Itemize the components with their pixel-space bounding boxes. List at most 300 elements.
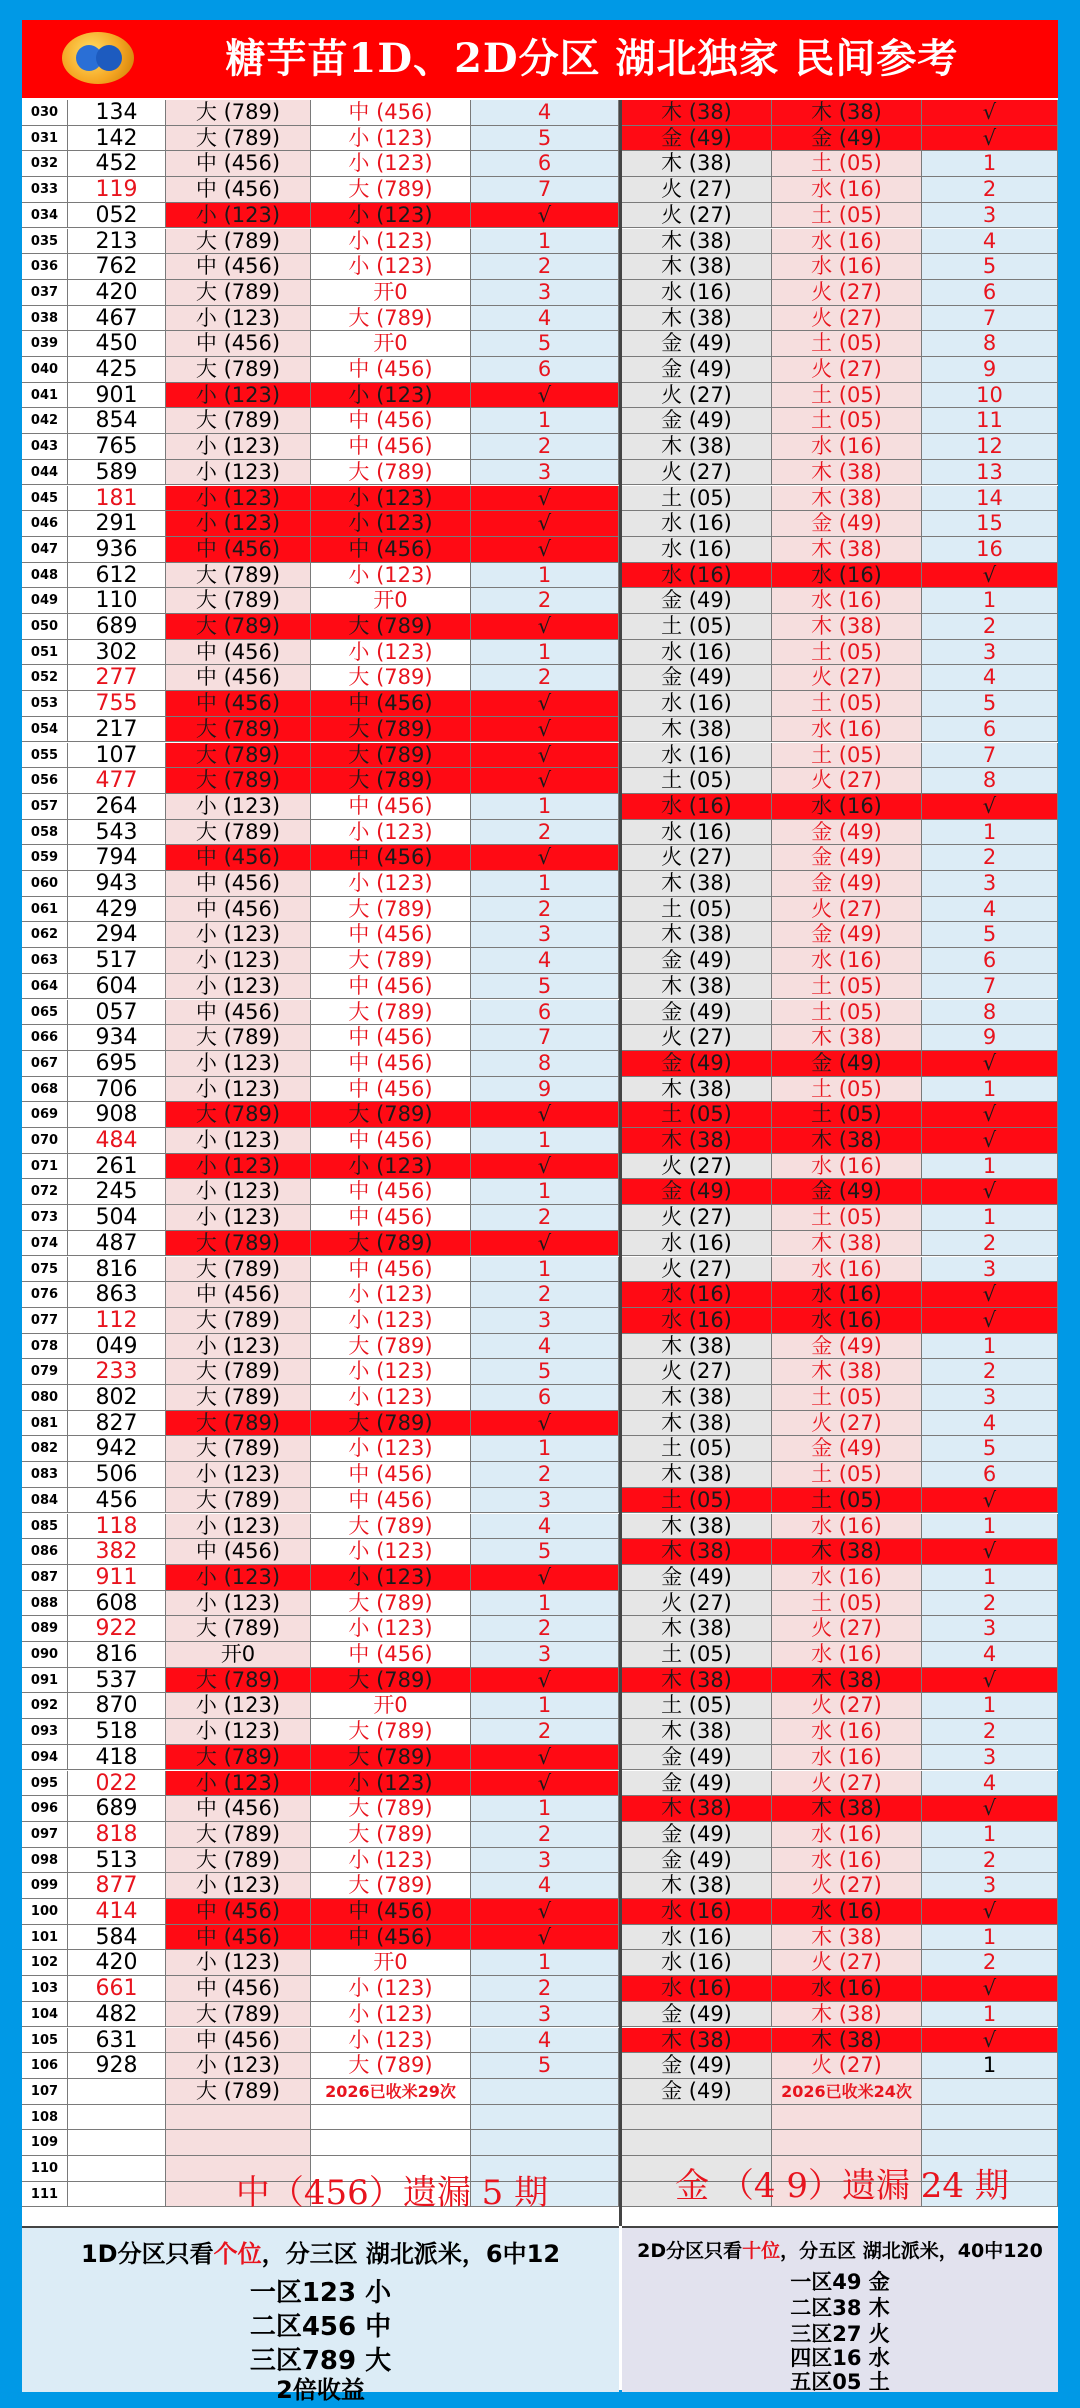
miss-right: 金 （4 9）遗漏 24 期	[675, 2166, 1009, 2206]
d2-pick: 2026已收米24次	[772, 2079, 922, 2105]
d1-digit-zone: 大 (789)	[166, 2079, 311, 2105]
issue-number: 103	[22, 1976, 68, 2002]
d1-pick: 大 (789)	[311, 460, 471, 486]
d2-result: 5	[922, 254, 1058, 280]
d2-result: 1	[922, 1925, 1058, 1951]
d1-result: 2	[471, 1616, 619, 1642]
d2-digit-zone: 金 (49)	[622, 2002, 772, 2028]
draw-number: 901	[68, 383, 166, 409]
table-row	[22, 717, 1058, 743]
d1-digit-zone: 大 (789)	[166, 1411, 311, 1437]
table-row	[22, 845, 1058, 871]
d1-pick: 小 (123)	[311, 2028, 471, 2054]
d2-result	[922, 2130, 1058, 2156]
table-row	[22, 1616, 1058, 1642]
draw-number: 854	[68, 408, 166, 434]
d1-digit-zone: 小 (123)	[166, 1179, 311, 1205]
draw-number: 943	[68, 871, 166, 897]
d1-pick: 小 (123)	[311, 1565, 471, 1591]
draw-number: 518	[68, 1719, 166, 1745]
d2-pick: 水 (16)	[772, 254, 922, 280]
draw-number: 816	[68, 1257, 166, 1283]
d2-result: 15	[922, 511, 1058, 537]
d1-digit-zone: 小 (123)	[166, 1051, 311, 1077]
d1-digit-zone: 大 (789)	[166, 1668, 311, 1694]
draw-number: 450	[68, 331, 166, 357]
d1-digit-zone: 小 (123)	[166, 1205, 311, 1231]
d1-pick: 小 (123)	[311, 1308, 471, 1334]
d2-digit-zone: 金 (49)	[622, 2079, 772, 2105]
d2-pick: 木 (38)	[772, 2002, 922, 2028]
d2-pick: 金 (49)	[772, 820, 922, 846]
d1-digit-zone: 大 (789)	[166, 1745, 311, 1771]
d2-digit-zone: 木 (38)	[622, 100, 772, 126]
issue-number: 073	[22, 1205, 68, 1231]
d2-pick: 火 (27)	[772, 768, 922, 794]
d2-pick: 土 (05)	[772, 1462, 922, 1488]
d2-pick: 金 (49)	[772, 922, 922, 948]
draw-number: 213	[68, 229, 166, 255]
d1-digit-zone: 中 (456)	[166, 665, 311, 691]
issue-number: 075	[22, 1257, 68, 1283]
d2-digit-zone: 金 (49)	[622, 357, 772, 383]
d2-pick: 水 (16)	[772, 1719, 922, 1745]
table-row	[22, 1539, 1058, 1565]
d2-digit-zone: 金 (49)	[622, 1745, 772, 1771]
d2-pick: 水 (16)	[772, 1565, 922, 1591]
d2-pick: 土 (05)	[772, 408, 922, 434]
table-row	[22, 1642, 1058, 1668]
d2-digit-zone: 木 (38)	[622, 717, 772, 743]
d2-digit-zone: 火 (27)	[622, 1025, 772, 1051]
zone-2: 二区456 中	[249, 2312, 392, 2342]
d2-pick: 金 (49)	[772, 1436, 922, 1462]
d2-result: √	[922, 1179, 1058, 1205]
d2-pick: 水 (16)	[772, 563, 922, 589]
draw-number: 052	[68, 203, 166, 229]
issue-number: 055	[22, 743, 68, 769]
d1-pick: 小 (123)	[311, 1436, 471, 1462]
d2-result: √	[922, 1976, 1058, 2002]
zone-5: 五区05 土	[790, 2370, 890, 2394]
d1-pick: 中 (456)	[311, 1925, 471, 1951]
d1-pick: 中 (456)	[311, 1179, 471, 1205]
d1-result: 5	[471, 974, 619, 1000]
draw-number: 934	[68, 1025, 166, 1051]
d1-digit-zone: 小 (123)	[166, 1693, 311, 1719]
issue-number: 037	[22, 280, 68, 306]
issue-number: 038	[22, 306, 68, 332]
d2-pick: 土 (05)	[772, 1205, 922, 1231]
draw-number: 942	[68, 1436, 166, 1462]
d2-pick: 水 (16)	[772, 1257, 922, 1283]
d2-result: 12	[922, 434, 1058, 460]
issue-number: 039	[22, 331, 68, 357]
d1-result: 1	[471, 1128, 619, 1154]
issue-number: 036	[22, 254, 68, 280]
d2-pick: 火 (27)	[772, 357, 922, 383]
d2-result: 2	[922, 1359, 1058, 1385]
d1-result: 2	[471, 897, 619, 923]
d2-result: 8	[922, 331, 1058, 357]
d2-result: 2	[922, 1848, 1058, 1874]
draw-number: 911	[68, 1565, 166, 1591]
d2-result: √	[922, 1899, 1058, 1925]
d2-pick: 火 (27)	[772, 1771, 922, 1797]
d1-pick: 中 (456)	[311, 974, 471, 1000]
table-row	[22, 126, 1058, 152]
table-row	[22, 1077, 1058, 1103]
d2-digit-zone: 土 (05)	[622, 897, 772, 923]
issue-number: 030	[22, 100, 68, 126]
draw-number: 245	[68, 1179, 166, 1205]
issue-number: 080	[22, 1385, 68, 1411]
draw-number: 816	[68, 1642, 166, 1668]
table-row	[22, 768, 1058, 794]
draw-number: 261	[68, 1154, 166, 1180]
zone-1: 一区123 小	[249, 2278, 392, 2308]
d1-pick: 小 (123)	[311, 254, 471, 280]
table-row	[22, 2028, 1058, 2054]
d2-digit-zone: 火 (27)	[622, 1205, 772, 1231]
d2-pick: 水 (16)	[772, 1822, 922, 1848]
d1-result: 1	[471, 1796, 619, 1822]
d1-result: 5	[471, 1539, 619, 1565]
d2-pick: 土 (05)	[772, 743, 922, 769]
d2-result: 2	[922, 614, 1058, 640]
d2-result: 2	[922, 1719, 1058, 1745]
issue-number: 032	[22, 151, 68, 177]
d1-pick: 中 (456)	[311, 1642, 471, 1668]
d1-digit-zone: 大 (789)	[166, 743, 311, 769]
d1-pick: 大 (789)	[311, 717, 471, 743]
d1-pick: 大 (789)	[311, 1873, 471, 1899]
d1-result: 7	[471, 1025, 619, 1051]
issue-number: 040	[22, 357, 68, 383]
d2-pick: 土 (05)	[772, 203, 922, 229]
d1-result: 8	[471, 1051, 619, 1077]
d1-result: √	[471, 691, 619, 717]
table-row	[22, 229, 1058, 255]
draw-number: 110	[68, 588, 166, 614]
table-row	[22, 563, 1058, 589]
d2-digit-zone: 木 (38)	[622, 151, 772, 177]
issue-number: 061	[22, 897, 68, 923]
table-row	[22, 948, 1058, 974]
d2-pick: 木 (38)	[772, 2028, 922, 2054]
draw-number: 264	[68, 794, 166, 820]
d2-digit-zone: 火 (27)	[622, 460, 772, 486]
d2-result: 3	[922, 1745, 1058, 1771]
d2-digit-zone: 金 (49)	[622, 1565, 772, 1591]
d2-digit-zone: 水 (16)	[622, 1282, 772, 1308]
d1-result: 1	[471, 1950, 619, 1976]
draw-number: 487	[68, 1231, 166, 1257]
table-row	[22, 460, 1058, 486]
d1-result: 3	[471, 1308, 619, 1334]
d2-result: 6	[922, 717, 1058, 743]
d1-digit-zone: 小 (123)	[166, 794, 311, 820]
d2-digit-zone: 木 (38)	[622, 1796, 772, 1822]
d1-result: 5	[471, 2053, 619, 2079]
d1-digit-zone: 小 (123)	[166, 1873, 311, 1899]
d2-digit-zone: 水 (16)	[622, 1950, 772, 1976]
d2-pick: 水 (16)	[772, 1514, 922, 1540]
issue-number: 106	[22, 2053, 68, 2079]
d2-digit-zone: 水 (16)	[622, 1976, 772, 2002]
d1-pick: 小 (123)	[311, 2002, 471, 2028]
d1-result: 1	[471, 408, 619, 434]
d1-digit-zone: 大 (789)	[166, 820, 311, 846]
d2-digit-zone: 木 (38)	[622, 1668, 772, 1694]
draw-number: 233	[68, 1359, 166, 1385]
d2-digit-zone: 土 (05)	[622, 768, 772, 794]
d2-digit-zone: 火 (27)	[622, 1154, 772, 1180]
table-row	[22, 511, 1058, 537]
draw-number: 513	[68, 1848, 166, 1874]
table-row	[22, 1154, 1058, 1180]
table-row	[22, 1848, 1058, 1874]
d1-result: 1	[471, 1591, 619, 1617]
d1-result: 4	[471, 306, 619, 332]
draw-number: 425	[68, 357, 166, 383]
d2-digit-zone: 木 (38)	[622, 1539, 772, 1565]
d2-pick: 水 (16)	[772, 717, 922, 743]
d2-digit-zone: 金 (49)	[622, 1000, 772, 1026]
d2-digit-zone: 金 (49)	[622, 588, 772, 614]
d1-digit-zone: 中 (456)	[166, 1000, 311, 1026]
d2-result: 6	[922, 1462, 1058, 1488]
d1-result: 2	[471, 1719, 619, 1745]
d1-result: 6	[471, 1000, 619, 1026]
d2-result: 2	[922, 177, 1058, 203]
d2-result: 4	[922, 1411, 1058, 1437]
d2-result: 1	[922, 1514, 1058, 1540]
d2-result: 5	[922, 922, 1058, 948]
draw-number: 936	[68, 537, 166, 563]
issue-number: 107	[22, 2079, 68, 2105]
d1-digit-zone: 中 (456)	[166, 331, 311, 357]
draw-number: 134	[68, 100, 166, 126]
d2-result: 11	[922, 408, 1058, 434]
d1-digit-zone: 开0	[166, 1642, 311, 1668]
d2-pick: 水 (16)	[772, 434, 922, 460]
d2-result: 7	[922, 306, 1058, 332]
draw-number: 482	[68, 2002, 166, 2028]
draw-number: 277	[68, 665, 166, 691]
zone-1: 一区49 金	[790, 2270, 890, 2294]
d2-result: √	[922, 1128, 1058, 1154]
d2-result: 1	[922, 1565, 1058, 1591]
d1-digit-zone: 大 (789)	[166, 563, 311, 589]
table-row	[22, 1693, 1058, 1719]
draw-number: 291	[68, 511, 166, 537]
d2-pick: 金 (49)	[772, 511, 922, 537]
draw-number: 537	[68, 1668, 166, 1694]
issue-number: 102	[22, 1950, 68, 1976]
d1-pick: 大 (789)	[311, 2053, 471, 2079]
issue-number: 064	[22, 974, 68, 1000]
d1-pick: 大 (789)	[311, 1719, 471, 1745]
d1-digit-zone: 大 (789)	[166, 126, 311, 152]
draw-number: 863	[68, 1282, 166, 1308]
table-row	[22, 743, 1058, 769]
d1-pick: 小 (123)	[311, 486, 471, 512]
d1-digit-zone: 大 (789)	[166, 229, 311, 255]
d1-pick: 小 (123)	[311, 1539, 471, 1565]
table-row	[22, 537, 1058, 563]
issue-number: 109	[22, 2130, 68, 2156]
d2-result: 4	[922, 665, 1058, 691]
issue-number: 104	[22, 2002, 68, 2028]
d1-result: 3	[471, 1848, 619, 1874]
d2-pick: 木 (38)	[772, 1128, 922, 1154]
table-row	[22, 1282, 1058, 1308]
d1-result: √	[471, 1745, 619, 1771]
issue-number: 056	[22, 768, 68, 794]
d1-digit-zone: 大 (789)	[166, 1488, 311, 1514]
d2-digit-zone: 土 (05)	[622, 1102, 772, 1128]
d2-result: 4	[922, 1771, 1058, 1797]
d1-result: 1	[471, 1257, 619, 1283]
d2-result: 5	[922, 691, 1058, 717]
draw-number: 631	[68, 2028, 166, 2054]
table-row	[22, 2105, 1058, 2131]
draw-number: 452	[68, 151, 166, 177]
d2-result: 3	[922, 871, 1058, 897]
d1-digit-zone: 大 (789)	[166, 1308, 311, 1334]
d2-result: 6	[922, 280, 1058, 306]
d1-result: 1	[471, 1693, 619, 1719]
issue-number: 087	[22, 1565, 68, 1591]
issue-number: 079	[22, 1359, 68, 1385]
d1-digit-zone: 中 (456)	[166, 1899, 311, 1925]
d1-result: 3	[471, 1488, 619, 1514]
issue-number: 049	[22, 588, 68, 614]
d1-result: 6	[471, 1385, 619, 1411]
d2-result: √	[922, 563, 1058, 589]
d2-pick: 水 (16)	[772, 588, 922, 614]
d2-result: 2	[922, 1591, 1058, 1617]
table-row	[22, 1334, 1058, 1360]
d1-digit-zone	[166, 2130, 311, 2156]
table-row	[22, 1822, 1058, 1848]
d2-result: 1	[922, 1077, 1058, 1103]
issue-number: 099	[22, 1873, 68, 1899]
d2-digit-zone: 金 (49)	[622, 1848, 772, 1874]
d1-digit-zone: 中 (456)	[166, 897, 311, 923]
d1-result: √	[471, 1231, 619, 1257]
issue-number: 070	[22, 1128, 68, 1154]
draw-number: 661	[68, 1976, 166, 2002]
d1-digit-zone: 大 (789)	[166, 1385, 311, 1411]
d1-pick: 小 (123)	[311, 1771, 471, 1797]
d1-digit-zone: 小 (123)	[166, 974, 311, 1000]
d1-pick: 中 (456)	[311, 1257, 471, 1283]
d2-digit-zone: 金 (49)	[622, 1179, 772, 1205]
d1-result: 1	[471, 871, 619, 897]
issue-number: 068	[22, 1077, 68, 1103]
d2-pick: 水 (16)	[772, 1848, 922, 1874]
d1-result: √	[471, 1102, 619, 1128]
d2-result: 3	[922, 1385, 1058, 1411]
issue-number: 031	[22, 126, 68, 152]
d2-result: √	[922, 1668, 1058, 1694]
d2-result: 9	[922, 357, 1058, 383]
table-row	[22, 974, 1058, 1000]
d2-result: √	[922, 1488, 1058, 1514]
d2-digit-zone: 水 (16)	[622, 640, 772, 666]
d1-pick: 大 (789)	[311, 1822, 471, 1848]
d1-pick: 大 (789)	[311, 1231, 471, 1257]
draw-number: 467	[68, 306, 166, 332]
draw-number: 589	[68, 460, 166, 486]
d1-pick: 大 (789)	[311, 1796, 471, 1822]
d2-pick: 土 (05)	[772, 383, 922, 409]
d1-result: 1	[471, 794, 619, 820]
d1-digit-zone: 中 (456)	[166, 151, 311, 177]
d2-digit-zone: 火 (27)	[622, 177, 772, 203]
issue-number: 047	[22, 537, 68, 563]
draw-number: 689	[68, 614, 166, 640]
d1-pick: 小 (123)	[311, 1848, 471, 1874]
d2-digit-zone	[622, 2105, 772, 2131]
draw-number: 181	[68, 486, 166, 512]
d1-pick: 大 (789)	[311, 897, 471, 923]
d2-pick: 火 (27)	[772, 1693, 922, 1719]
d1-digit-zone: 中 (456)	[166, 1539, 311, 1565]
d1-pick: 中 (456)	[311, 1488, 471, 1514]
d1-digit-zone: 大 (789)	[166, 768, 311, 794]
d2-pick: 土 (05)	[772, 640, 922, 666]
draw-number: 420	[68, 280, 166, 306]
d1-digit-zone: 中 (456)	[166, 537, 311, 563]
d1-digit-zone: 中 (456)	[166, 2028, 311, 2054]
d1-digit-zone: 小 (123)	[166, 1719, 311, 1745]
d1-digit-zone: 大 (789)	[166, 357, 311, 383]
d1-digit-zone: 大 (789)	[166, 1616, 311, 1642]
draw-number: 022	[68, 1771, 166, 1797]
d1-pick: 中 (456)	[311, 1128, 471, 1154]
d2-digit-zone: 木 (38)	[622, 434, 772, 460]
draw-number: 517	[68, 948, 166, 974]
d1-digit-zone: 大 (789)	[166, 1436, 311, 1462]
d2-digit-zone: 木 (38)	[622, 1462, 772, 1488]
d1-digit-zone: 小 (123)	[166, 306, 311, 332]
d1-pick: 小 (123)	[311, 1385, 471, 1411]
draw-number: 922	[68, 1616, 166, 1642]
d2-pick: 水 (16)	[772, 229, 922, 255]
issue-number: 088	[22, 1591, 68, 1617]
table-row	[22, 794, 1058, 820]
table-row	[22, 897, 1058, 923]
issue-number: 076	[22, 1282, 68, 1308]
d1-result: 6	[471, 151, 619, 177]
d1-result: 1	[471, 1436, 619, 1462]
d1-pick: 小 (123)	[311, 1154, 471, 1180]
table-row	[22, 1899, 1058, 1925]
d2-pick: 火 (27)	[772, 897, 922, 923]
d1-digit-zone: 中 (456)	[166, 845, 311, 871]
d1-result: 3	[471, 1642, 619, 1668]
table-row	[22, 2053, 1058, 2079]
draw-number: 049	[68, 1334, 166, 1360]
d1-pick	[311, 2105, 471, 2131]
table-row	[22, 1231, 1058, 1257]
d2-result: √	[922, 126, 1058, 152]
d1-digit-zone	[166, 2105, 311, 2131]
d2-digit-zone: 土 (05)	[622, 1693, 772, 1719]
